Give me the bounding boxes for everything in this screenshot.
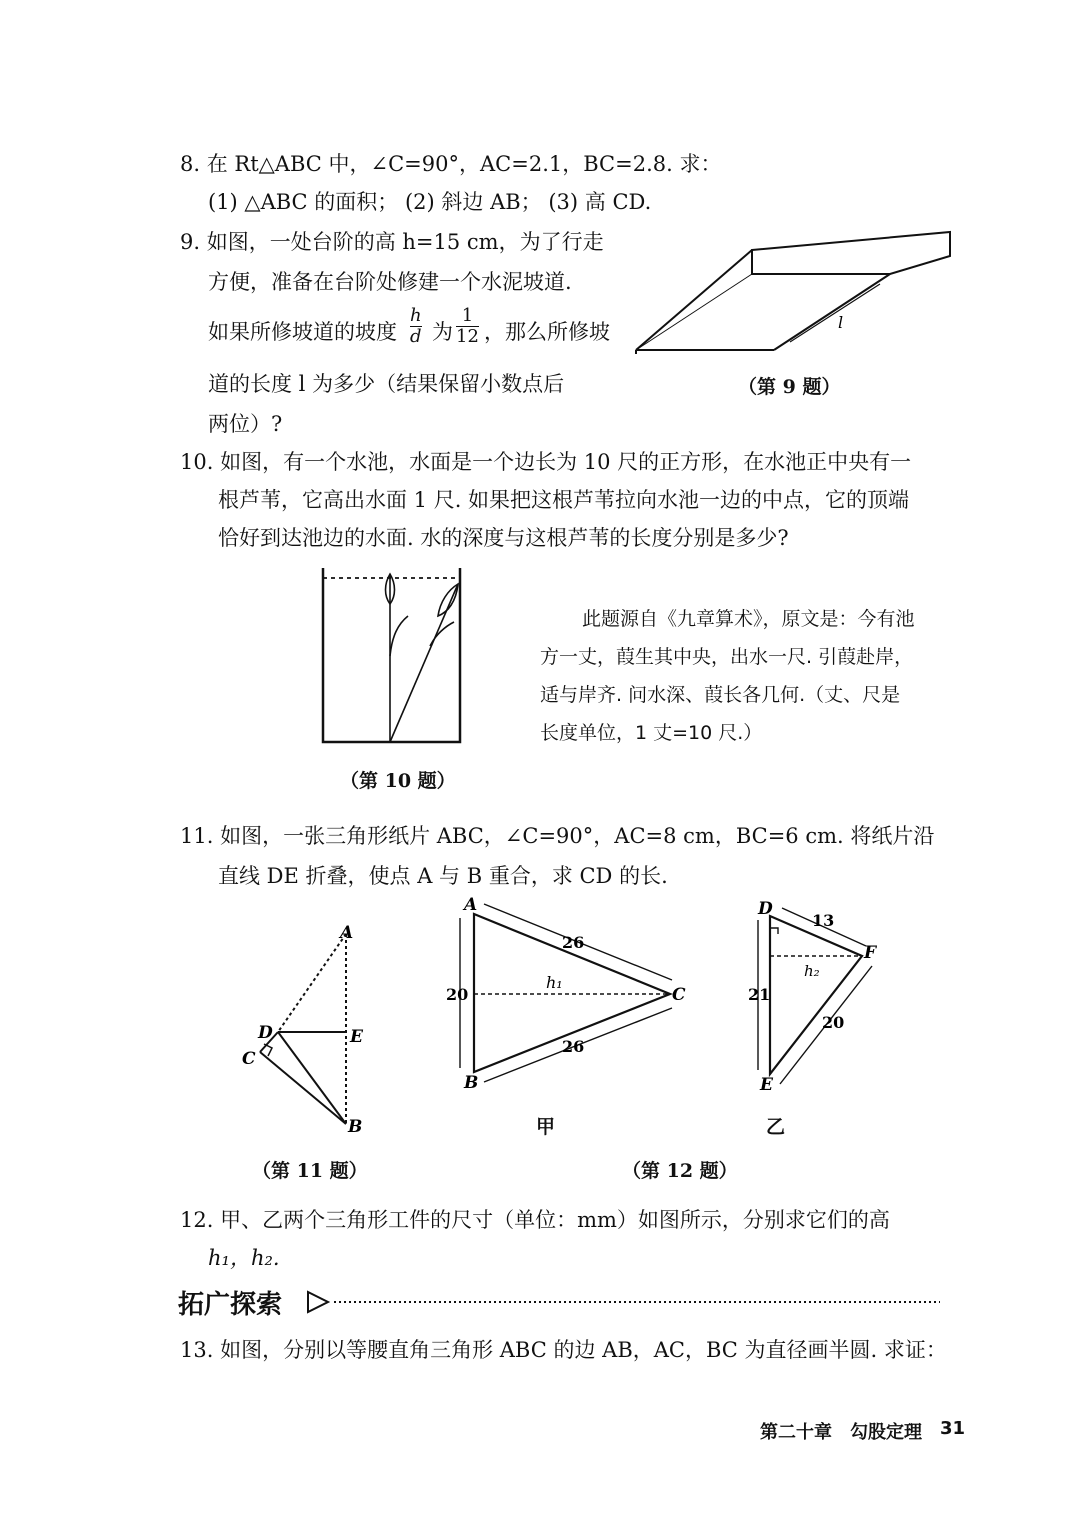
q9-frac2-num: 1 — [461, 305, 474, 326]
q9-ramp-figure — [630, 224, 960, 364]
q10-line2: 根芦苇，它高出水面 1 尺. 如果把这根芦苇拉向水池一边的中点，它的顶端 — [218, 488, 910, 512]
q11-label-A: A — [340, 923, 354, 943]
q9-line5: 两位）? — [208, 412, 283, 436]
ramp-side-edge — [774, 274, 890, 350]
q12-caption: （第 12 题） — [622, 1160, 738, 1182]
q12-label-D: D — [758, 899, 773, 919]
segment-CB — [260, 1052, 346, 1124]
q10-line1: 10. 如图，有一个水池，水面是一个边长为 10 尺的正方形，在水池正中央有一 — [180, 450, 912, 474]
q8-line1: 8. 在 Rt△ABC 中，∠C=90°，AC=2.1，BC=2.8. 求： — [180, 152, 722, 176]
q12-label-E: E — [760, 1075, 773, 1095]
q12-side-20: 20 — [822, 1013, 845, 1032]
q9-line1: 9. 如图，一处台阶的高 h=15 cm，为了行走 — [180, 230, 604, 254]
q10-note-line3: 适与岸齐. 问水深、葭长各几何.（丈、尺是 — [540, 684, 901, 706]
q12-h1-label: h₁ — [546, 973, 563, 992]
q9-line3-post: ，那么所修坡 — [484, 320, 610, 344]
q11-caption: （第 11 题） — [252, 1160, 368, 1182]
q12-side-26-bottom: 26 — [562, 1037, 585, 1056]
segment-AD — [278, 934, 346, 1032]
q12-line1: 12. 甲、乙两个三角形工件的尺寸（单位：mm）如图所示，分别求它们的高 — [180, 1208, 890, 1232]
triangle-DEF — [770, 916, 862, 1074]
ramp-hidden-edge — [636, 274, 752, 350]
q11-line1: 11. 如图，一张三角形纸片 ABC，∠C=90°，AC=8 cm，BC=6 cm. 将纸片沿 — [180, 824, 935, 848]
q12-label-A: A — [464, 895, 478, 915]
q12-jia-name: 甲 — [536, 1116, 556, 1138]
q9-line3-pre: 如果所修坡道的坡度 — [208, 320, 397, 344]
q12-yi-name: 乙 — [766, 1116, 786, 1138]
q10-note-line1: 此题源自《九章算术》，原文是：今有池 — [582, 608, 915, 630]
right-angle-mark — [770, 928, 778, 934]
q12-side-20: 20 — [446, 985, 469, 1004]
q12-line2: h₁，h₂. — [208, 1246, 280, 1270]
q9-frac1-num: h — [410, 305, 422, 326]
q11-label-B: B — [348, 1117, 363, 1137]
section-title: 拓广探索 — [178, 1290, 283, 1320]
q10-pond-figure — [320, 566, 470, 746]
q12-side-21: 21 — [748, 985, 771, 1004]
q9-line2: 方便，准备在台阶处修建一个水泥坡道. — [208, 270, 572, 294]
q11-label-E: E — [350, 1027, 363, 1047]
page-number: 31 — [940, 1418, 966, 1439]
q12-label-B: B — [464, 1073, 479, 1093]
q10-note-line4: 长度单位，1 丈=10 尺.） — [540, 722, 763, 744]
q12-figure-yi — [748, 896, 888, 1096]
q12-figure-jia — [446, 896, 696, 1096]
footer-chapter: 第二十章 勾股定理 — [760, 1422, 922, 1443]
q8-line2: (1) △ABC 的面积； (2) 斜边 AB； (3) 高 CD. — [208, 190, 652, 214]
step-block — [752, 232, 950, 274]
q9-frac1-den: d — [410, 326, 422, 347]
q9-ratio-fraction — [456, 306, 479, 347]
q12-side-13: 13 — [812, 911, 835, 930]
ramp-top-edge — [636, 250, 752, 350]
q10-line3: 恰好到达池边的水面. 水的深度与这根芦苇的长度分别是多少? — [218, 526, 789, 550]
q10-note-line2: 方一丈，葭生其中央，出水一尺. 引葭赴岸， — [540, 646, 914, 668]
reed-pulled — [390, 584, 458, 742]
section-arrow-icon — [304, 1288, 944, 1318]
pond-walls — [323, 568, 460, 742]
reed-leaf — [390, 616, 408, 656]
q9-frac2-den: 12 — [456, 326, 479, 347]
q9-line3-mid: 为 — [432, 320, 453, 344]
q12-label-F: F — [864, 943, 877, 963]
q11-label-D: D — [258, 1023, 273, 1043]
segment-DB — [278, 1032, 346, 1124]
q9-slope-fraction — [410, 306, 422, 347]
reed-pulled-tip — [438, 584, 458, 616]
q11-line2: 直线 DE 折叠，使点 A 与 B 重合，求 CD 的长. — [218, 864, 668, 888]
q9-caption: （第 9 题） — [738, 376, 841, 398]
q12-side-26-top: 26 — [562, 933, 585, 952]
q10-caption: （第 10 题） — [340, 770, 456, 792]
q9-line4: 道的长度 l 为多少（结果保留小数点后 — [208, 372, 565, 396]
q12-label-C: C — [672, 985, 686, 1005]
length-marker — [790, 284, 880, 342]
q9-label-l: l — [838, 313, 844, 332]
q11-fold-figure — [240, 920, 370, 1140]
q11-label-C: C — [242, 1049, 256, 1069]
q13-line1: 13. 如图，分别以等腰直角三角形 ABC 的边 AB，AC，BC 为直径画半圆. 求证： — [180, 1338, 947, 1362]
q12-h2-label: h₂ — [804, 962, 820, 980]
